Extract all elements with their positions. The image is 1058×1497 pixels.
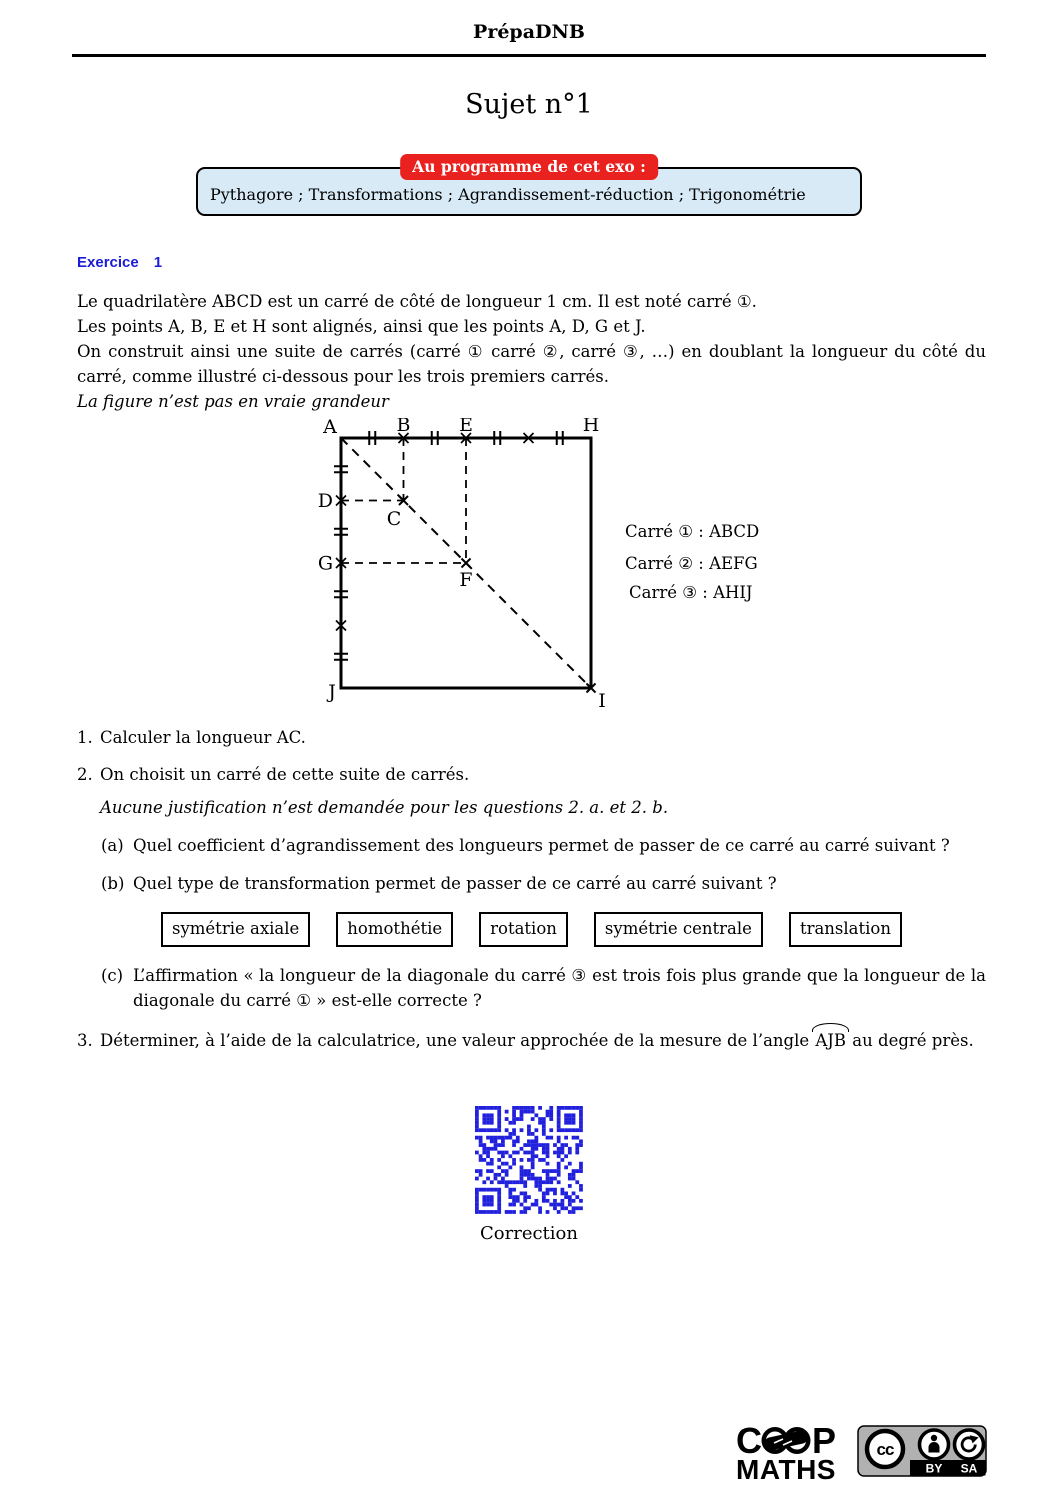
question-2-number: 2. [77, 765, 93, 784]
point-label-F: F [459, 569, 473, 591]
point-label-J: J [328, 681, 336, 703]
question-2b-number: (b) [101, 874, 125, 893]
question-2a-text: Quel coefficient d’agrandissement des longueurs permet de passer de ce carré au carré suivant ? [133, 836, 950, 855]
coopmaths-logo [736, 1423, 836, 1481]
question-3-text [100, 1028, 986, 1053]
angle-AJB-with-hat: AJB [814, 1028, 847, 1053]
point-label-D: D [317, 490, 333, 512]
page-title: Sujet n°1 [465, 89, 593, 120]
question-3 [77, 1028, 986, 1053]
intro-note: La figure n’est pas en vraie grandeur [77, 392, 389, 411]
question-2b [101, 871, 986, 896]
share-alike-icon [955, 1430, 984, 1459]
footer-logos [736, 1423, 988, 1485]
exercise-heading [77, 254, 1058, 271]
question-3-text-before: Déterminer, à l’aide de la calculatrice, une valeur approchée de la mesure de l’angle [100, 1031, 815, 1050]
vertex-crosses [399, 496, 596, 693]
point-label-A: A [323, 418, 337, 438]
license-sa-label: SA [960, 1461, 978, 1476]
intro-line: Le quadrilatère ABCD est un carré de côté de longueur 1 cm. Il est noté carré ①. [77, 292, 757, 311]
point-label-C: C [386, 508, 402, 530]
coop-logo-letter-p: P [812, 1423, 835, 1461]
option-rotation: rotation [479, 912, 568, 947]
question-3-number: 3. [77, 1031, 93, 1050]
handshake-icon [762, 1427, 811, 1454]
exercise-heading-label: Exercice [77, 254, 139, 271]
question-1 [77, 725, 986, 750]
legend-square-1: Carré ① : ABCD [625, 522, 760, 541]
site-title: PrépaDNB [473, 21, 585, 43]
option-symetrie-axiale: symétrie axiale [161, 912, 310, 947]
option-homothetie: homothétie [336, 912, 453, 947]
point-label-H: H [582, 418, 600, 436]
option-translation: translation [789, 912, 902, 947]
cc-icon [867, 1431, 903, 1467]
squares-figure [305, 418, 1045, 713]
exercise-intro [77, 289, 986, 414]
correction-block [0, 1106, 1058, 1244]
questions-list [77, 725, 986, 1053]
question-2 [77, 762, 986, 787]
intro-line: On construit ainsi une suite de carrés (carré ① carré ②, carré ③, …) en doublant la longueur du côté du carré, comme illustré ci-dessous pour les trois premiers carrés. [77, 342, 986, 386]
legend-square-2: Carré ② : AEFG [625, 554, 758, 573]
point-label-G: G [317, 552, 333, 575]
transformation-options [77, 912, 986, 947]
programme-topics: Pythagore ; Transformations ; Agrandissement-réduction ; Trigonométrie [196, 167, 862, 216]
header-rule [72, 54, 986, 57]
programme-badge: Au programme de cet exo : [400, 154, 658, 180]
intro-line: Les points A, B, E et H sont alignés, ainsi que les points A, D, G et J. [77, 317, 646, 336]
legend-square-3: Carré ③ : AHIJ [629, 583, 753, 602]
footer-logos-svg [736, 1423, 988, 1481]
question-2c [101, 963, 986, 1013]
cc-icon-label: cc [876, 1440, 894, 1459]
exercise-heading-number: 1 [153, 254, 163, 271]
question-2a [101, 833, 986, 858]
cc-by-sa-badge [858, 1426, 986, 1476]
point-label-I: I [598, 690, 606, 712]
programme-panel [196, 157, 862, 216]
question-2c-text: L’affirmation « la longueur de la diagonale du carré ③ est trois fois plus grande que la longueur de la diagonale du carré ① » est-elle correcte ? [133, 966, 986, 1010]
qr-code [475, 1106, 583, 1214]
attribution-icon [920, 1430, 949, 1459]
question-2c-number: (c) [101, 966, 124, 985]
question-2a-number: (a) [101, 836, 124, 855]
qr-caption: Correction [480, 1223, 578, 1244]
option-symetrie-centrale: symétrie centrale [594, 912, 763, 947]
question-1-text: Calculer la longueur AC. [100, 728, 306, 747]
question-3-text-after: au degré près. [847, 1031, 974, 1050]
license-by-label: BY [925, 1461, 943, 1476]
question-2-text: On choisit un carré de cette suite de carrés. [100, 765, 470, 784]
question-2b-text: Quel type de transformation permet de passer de ce carré au carré suivant ? [133, 874, 777, 893]
question-1-number: 1. [77, 728, 93, 747]
point-label-B: B [396, 418, 411, 436]
coop-logo-maths: MATHS [736, 1454, 836, 1481]
point-label-E: E [459, 418, 473, 436]
question-2-note: Aucune justification n’est demandée pour les questions 2. a. et 2. b. [100, 798, 669, 817]
coop-logo-letter-c: C [736, 1423, 760, 1461]
